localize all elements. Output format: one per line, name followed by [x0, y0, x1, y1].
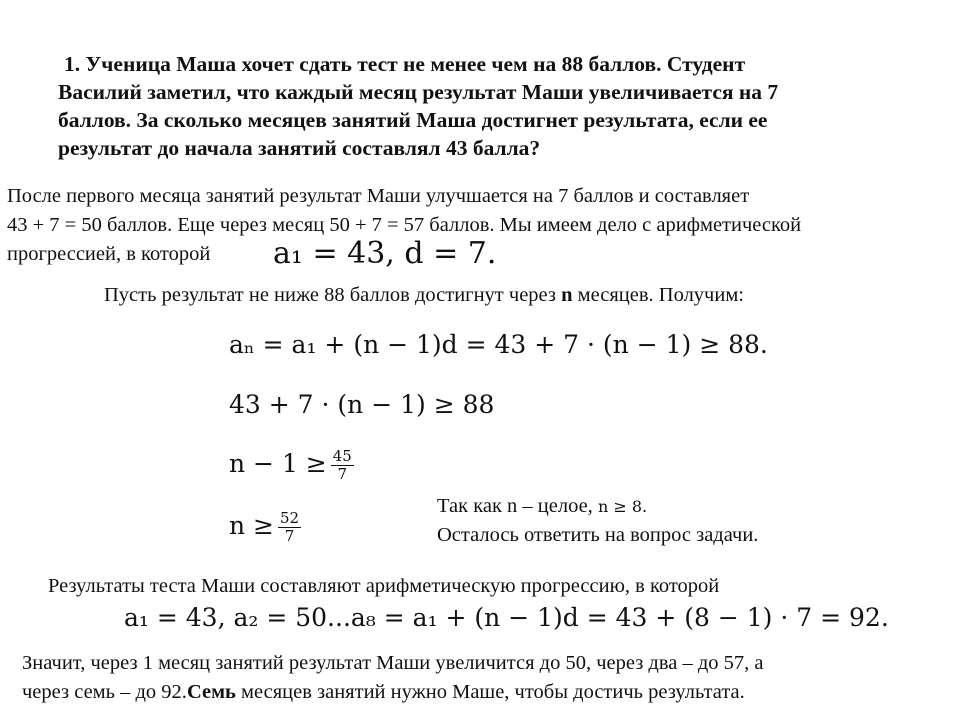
integer-note: Так как n – целое, n ≥ 8.: [437, 495, 648, 517]
equation-3: n − 1 ≥ $\frac{45}{7}$: [229, 447, 352, 483]
problem-line-2: Василий заметил, что каждый месяц результат Маши увеличивается на 7: [58, 80, 779, 104]
let-statement: Пусть результат не ниже 88 баллов достигнут через n месяцев. Получим:: [104, 284, 744, 306]
remaining-question-note: Осталось ответить на вопрос задачи.: [437, 524, 759, 546]
fraction-45-7: $\frac{45}{7}$: [332, 447, 352, 483]
results-statement: Результаты теста Маши составляют арифметическую прогрессию, в которой: [48, 575, 720, 597]
progression-params-formula: a₁ = 43, d = 7.: [273, 236, 497, 271]
intro-line-3: прогрессией, в которой: [7, 243, 211, 265]
equation-4: n ≥ $\frac{52}{7}$: [229, 509, 300, 545]
equation-2: 43 + 7 · (n − 1) ≥ 88: [229, 390, 495, 419]
problem-line-1: 1. Ученица Маша хочет сдать тест не менее чем на 88 баллов. Студент: [64, 52, 746, 76]
results-formula: a₁ = 43, a₂ = 50...a₈ = a₁ + (n − 1)d = 43 + (8 − 1) · 7 = 92.: [124, 603, 889, 632]
conclusion-line-1: Значит, через 1 месяц занятий результат Маши увеличится до 50, через два – до 57, а: [22, 652, 764, 674]
let-variable: n: [561, 284, 573, 306]
problem-statement: [58, 50, 898, 162]
equation-1: aₙ = a₁ + (n − 1)d = 43 + 7 · (n − 1) ≥ 88.: [229, 330, 768, 359]
intro-line-2: 43 + 7 = 50 баллов. Еще через месяц 50 + 7 = 57 баллов. Мы имеем дело с арифметической: [7, 214, 802, 236]
problem-number: 1: [64, 52, 75, 76]
conclusion-answer: Семь: [186, 681, 236, 703]
problem-line-4: результат до начала занятий составлял 43 балла?: [58, 136, 541, 160]
problem-line-3: баллов. За сколько месяцев занятий Маша достигнет результата, если ее: [58, 108, 768, 132]
integer-note-formula: n ≥ 8.: [597, 497, 648, 516]
conclusion-line-2: через семь – до 92.Семь месяцев занятий нужно Маше, чтобы достичь результата.: [22, 681, 745, 703]
intro-line-1: После первого месяца занятий результат Маши улучшается на 7 баллов и составляет: [7, 185, 750, 207]
fraction-52-7: $\frac{52}{7}$: [280, 509, 300, 545]
